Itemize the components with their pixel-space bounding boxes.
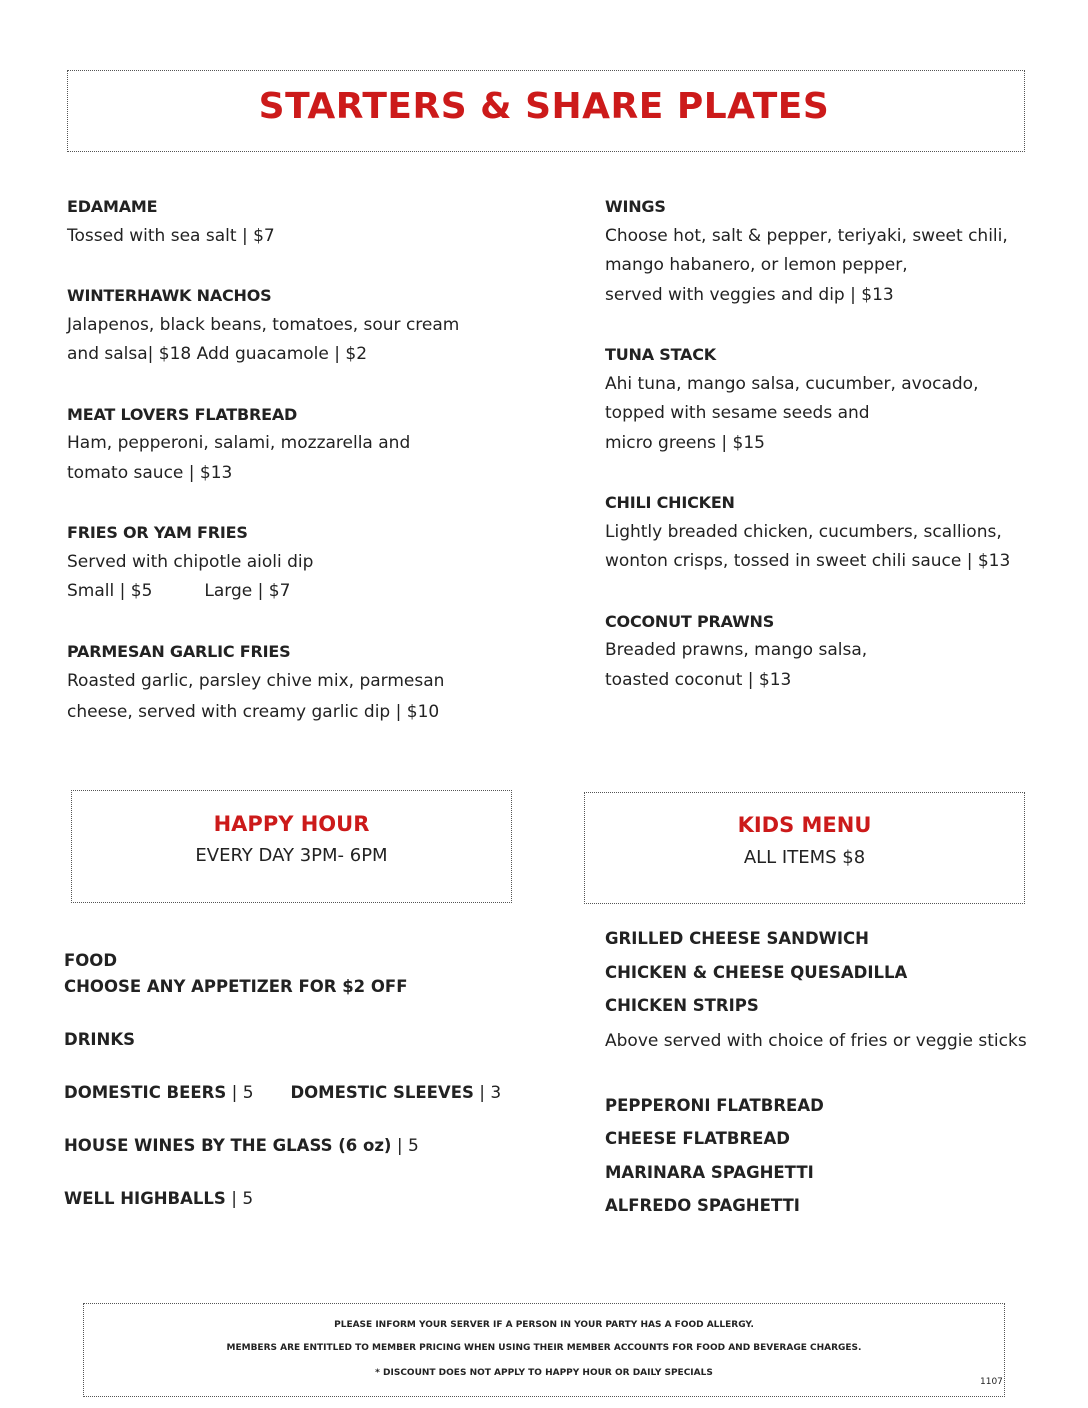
item-description: Served with chipotle aioli dip [67,551,314,572]
item-description: Breaded prawns, mango salsa, [605,640,868,660]
kids-item: CHICKEN & CHEESE QUESADILLA [605,962,908,982]
beer-row [64,1080,544,1106]
drink-price: | 5 [231,1083,254,1103]
item-description: mango habanero, or lemon pepper, [605,255,908,275]
item-name: TUNA STACK [605,345,716,364]
drink-price: | 5 [396,1136,419,1156]
size-small-price: Small | $5 [67,581,153,601]
item-description: Ahi tuna, mango salsa, cucumber, avocado, [605,373,979,394]
kids-item: GRILLED CHEESE SANDWICH [605,929,869,948]
kids-menu-title: KIDS MENU [737,813,872,837]
item-description: cheese, served with creamy garlic dip | $10 [67,702,440,722]
page-title: STARTERS & SHARE PLATES [258,86,830,127]
item-description: Choose hot, salt & pepper, teriyaki, sweet chili, [605,225,1008,246]
item-description: Lightly breaded chicken, cucumbers, scallions, [605,521,1002,542]
drink-name: DOMESTIC BEERS [64,1083,227,1102]
menu-item [67,281,537,370]
menu-item [605,192,1055,310]
starters-left-column [67,192,537,758]
food-label: FOOD [64,951,118,970]
kids-menu-list [605,922,1065,1223]
item-description: served with veggies and dip | $13 [605,284,894,305]
item-description: and salsa| $18 Add guacamole | $2 [67,344,368,364]
wine-row [64,1133,544,1159]
happy-hour-hours: EVERY DAY 3PM- 6PM [195,845,388,866]
item-description: wonton crisps, tossed in sweet chili sauce | $13 [605,551,1011,571]
size-large-price: Large | $7 [204,581,291,601]
item-name: CHILI CHICKEN [605,493,735,512]
menu-code: 1107 [980,1377,1003,1387]
item-name: MEAT LOVERS FLATBREAD [67,404,298,424]
item-name: FRIES OR YAM FRIES [67,523,248,542]
item-description: micro greens | $15 [605,432,765,453]
kids-item: CHICKEN STRIPS [605,996,759,1015]
happy-hour-list [64,948,544,1212]
drink-name: WELL HIGHBALLS [64,1189,226,1208]
kids-menu-note: Above served with choice of fries or veggie sticks [605,1030,1027,1051]
item-name: WINGS [605,197,666,216]
kids-menu-subtitle: ALL ITEMS $8 [743,847,866,868]
item-description: tomato sauce | $13 [67,462,233,483]
highball-row [64,1186,544,1212]
drink-name: DOMESTIC SLEEVES [290,1083,474,1102]
food-deal: CHOOSE ANY APPETIZER FOR $2 OFF [64,977,408,996]
item-name: COCONUT PRAWNS [605,611,775,631]
item-name: EDAMAME [67,197,158,216]
item-description: toasted coconut | $13 [605,669,792,690]
item-name: WINTERHAWK NACHOS [67,286,272,305]
menu-item [605,340,1055,458]
kids-item: PEPPERONI FLATBREAD [605,1095,824,1115]
item-name: PARMESAN GARLIC FRIES [67,641,291,661]
item-description: Jalapenos, black beans, tomatoes, sour cream [67,314,460,335]
starters-right-column [605,192,1055,725]
size-prices [67,577,537,607]
drink-name: HOUSE WINES BY THE GLASS (6 oz) [64,1136,392,1155]
member-pricing-notice: MEMBERS ARE ENTITLED TO MEMBER PRICING WHEN USING THEIR MEMBER ACCOUNTS FOR FOOD AND BEVERAGE CHARGES. [226,1343,862,1353]
item-description: Roasted garlic, parsley chive mix, parmesan [67,671,445,691]
menu-item [605,607,1055,696]
item-description: Tossed with sea salt | $7 [67,225,275,246]
drink-price: | 5 [231,1189,254,1209]
kids-item: ALFREDO SPAGHETTI [605,1196,800,1215]
drink-price: | 3 [479,1083,502,1103]
happy-hour-title: HAPPY HOUR [213,812,370,836]
menu-item [67,637,537,729]
discount-notice: * DISCOUNT DOES NOT APPLY TO HAPPY HOUR OR DAILY SPECIALS [375,1368,713,1378]
item-description: Ham, pepperoni, salami, mozzarella and [67,433,411,453]
allergy-notice: PLEASE INFORM YOUR SERVER IF A PERSON IN YOUR PARTY HAS A FOOD ALLERGY. [334,1320,754,1330]
menu-item [67,518,537,607]
menu-item [605,488,1055,577]
drinks-label: DRINKS [64,1030,136,1049]
item-description: topped with sesame seeds and [605,403,870,423]
menu-item [67,400,537,489]
kids-item: CHEESE FLATBREAD [605,1129,790,1148]
kids-item: MARINARA SPAGHETTI [605,1162,814,1182]
menu-item [67,192,537,251]
